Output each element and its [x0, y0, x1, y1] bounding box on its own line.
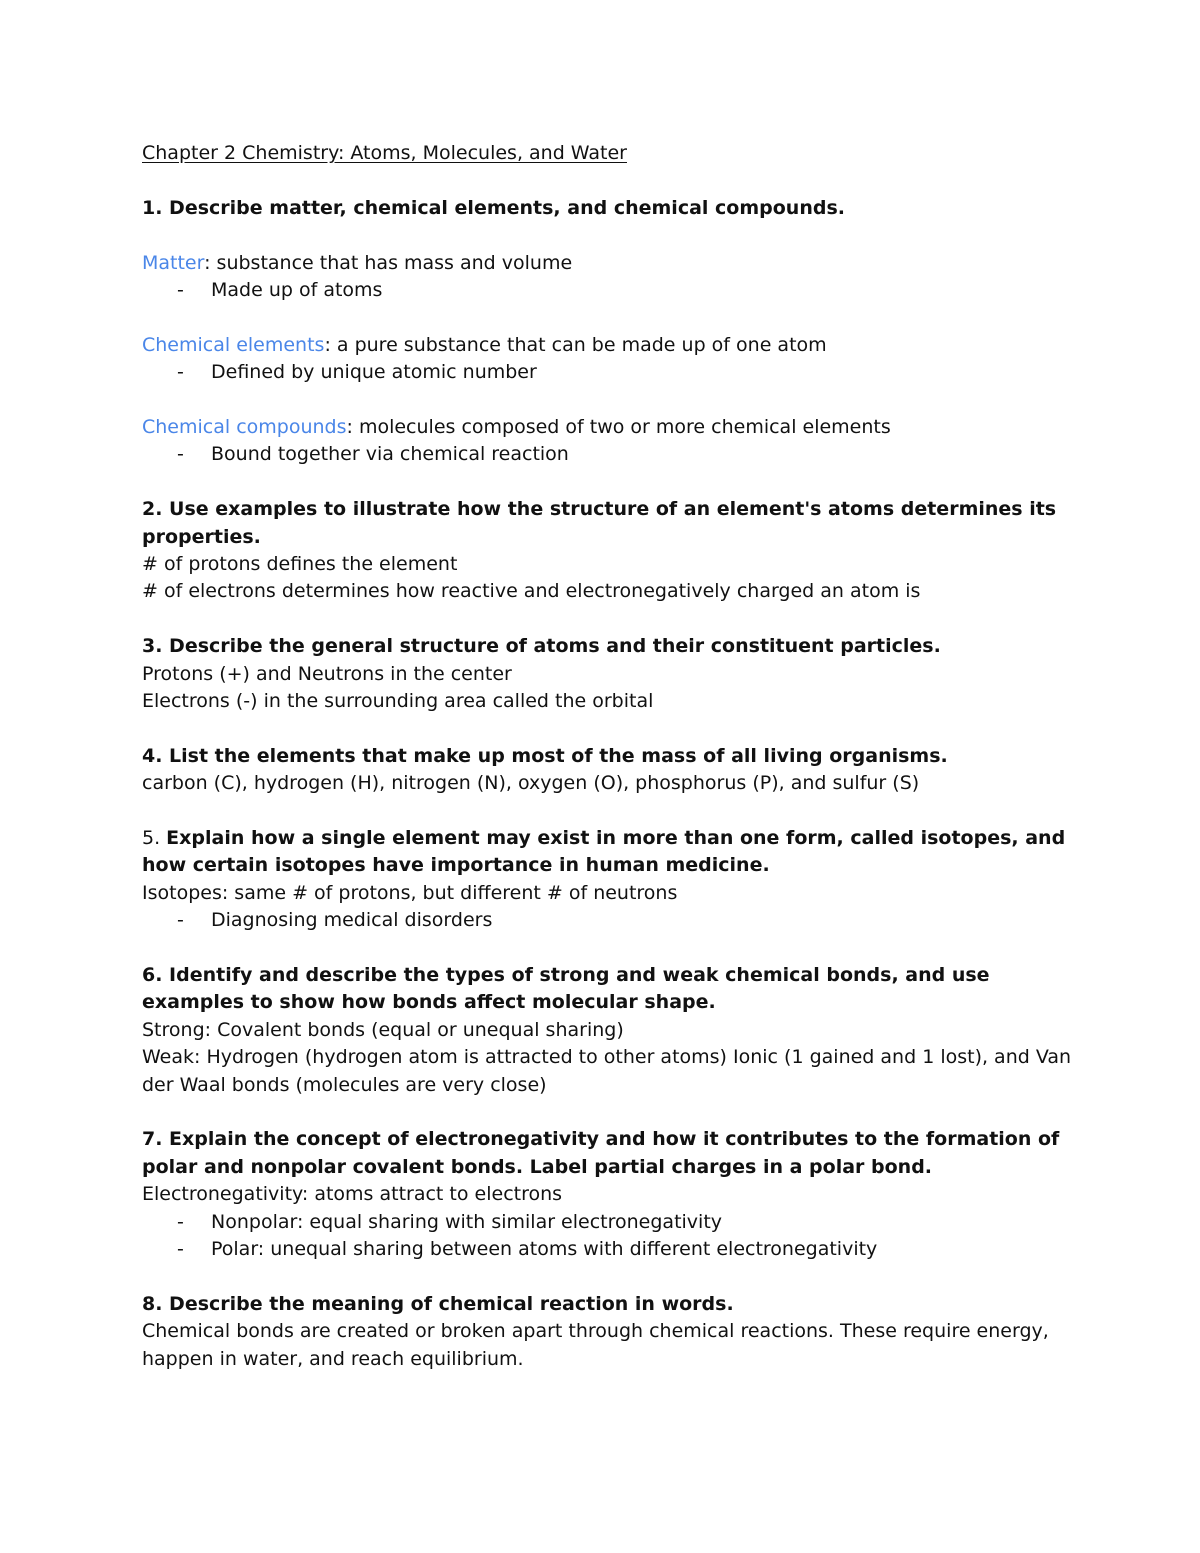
bullet-text: Diagnosing medical disorders	[211, 909, 493, 932]
section-3	[142, 633, 1072, 715]
answer-line: carbon (C), hydrogen (H), nitrogen (N), oxygen (O), phosphorus (P), and sulfur (S)	[142, 772, 920, 795]
electronegativity-bullets	[142, 1209, 1072, 1264]
section-6	[142, 962, 1072, 1099]
list-item	[142, 907, 1072, 934]
question-6: 6. Identify and describe the types of strong and weak chemical bonds, and use examples to show how bonds affect molecular shape.	[142, 964, 990, 1014]
question-1: 1. Describe matter, chemical elements, and chemical compounds.	[142, 196, 845, 219]
matter-term: Matter	[142, 251, 205, 274]
elements-def-text: : a pure substance that can be made up of one atom	[324, 333, 827, 356]
compounds-term: Chemical compounds	[142, 416, 347, 438]
section-2	[142, 496, 1072, 606]
spacer	[142, 222, 1072, 249]
question-2: 2. Use examples to illustrate how the structure of an element's atoms determines its properties.	[142, 498, 1057, 548]
question-text: Explain how a single element may exist in more than one form, called isotopes, and how certain isotopes have importance in human medicine.	[142, 827, 1066, 877]
section-5	[142, 825, 1072, 935]
spacer	[142, 1099, 1072, 1126]
spacer	[142, 469, 1072, 496]
dash-bullet: -	[177, 909, 184, 932]
isotope-bullets	[142, 907, 1072, 934]
spacer	[142, 935, 1072, 962]
answer-line: Protons (+) and Neutrons in the center	[142, 662, 512, 685]
spacer	[142, 387, 1072, 414]
answer-line: # of electrons determines how reactive and electronegatively charged an atom is	[142, 580, 921, 603]
answer-line: # of protons defines the element	[142, 553, 458, 576]
compounds-bullets	[142, 441, 1072, 468]
compounds-def-text: : molecules composed of two or more chemical elements	[346, 416, 891, 438]
answer-line: Electronegativity: atoms attract to electrons	[142, 1183, 563, 1206]
elements-definition	[142, 332, 1072, 359]
bullet-text: Defined by unique atomic number	[211, 361, 537, 384]
bullet-text: Nonpolar: equal sharing with similar electronegativity	[211, 1210, 723, 1233]
bullet-text: Bound together via chemical reaction	[211, 443, 569, 466]
list-item	[142, 1236, 1072, 1263]
dash-bullet: -	[177, 1238, 184, 1261]
spacer	[142, 606, 1072, 633]
answer-line: Chemical bonds are created or broken apart through chemical reactions. These require energy, happen in water, and reach equilibrium.	[142, 1320, 1049, 1370]
list-item	[142, 277, 1072, 304]
section-8	[142, 1291, 1072, 1373]
dash-bullet: -	[177, 361, 184, 384]
list-item	[142, 441, 1072, 468]
question-3: 3. Describe the general structure of atoms and their constituent particles.	[142, 635, 941, 658]
bullet-text: Polar: unequal sharing between atoms with different electronegativity	[211, 1238, 878, 1261]
compounds-definition	[142, 414, 1072, 441]
bullet-text: Made up of atoms	[211, 279, 383, 301]
question-number: 5.	[142, 827, 167, 850]
spacer	[142, 715, 1072, 742]
spacer	[142, 798, 1072, 825]
section-1	[142, 195, 1072, 469]
spacer	[142, 304, 1072, 331]
question-8: 8. Describe the meaning of chemical reaction in words.	[142, 1292, 734, 1315]
dash-bullet: -	[177, 443, 184, 466]
answer-line: Isotopes: same # of protons, but different # of neutrons	[142, 881, 678, 904]
answer-line: Electrons (-) in the surrounding area called the orbital	[142, 690, 654, 713]
matter-bullets	[142, 277, 1072, 304]
document-title: Chapter 2 Chemistry: Atoms, Molecules, and Water	[142, 142, 627, 164]
document-page	[142, 140, 1072, 1373]
question-5	[142, 825, 1072, 880]
elements-term: Chemical elements	[142, 333, 325, 356]
section-7	[142, 1126, 1072, 1263]
elements-bullets	[142, 359, 1072, 386]
matter-definition	[142, 250, 1072, 277]
question-7: 7. Explain the concept of electronegativity and how it contributes to the formation of polar and nonpolar covalent bonds. Label partial charges in a polar bond.	[142, 1128, 1060, 1178]
list-item	[142, 359, 1072, 386]
answer-line: Weak: Hydrogen (hydrogen atom is attracted to other atoms) Ionic (1 gained and 1 lost), and Van der Waal bonds (molecules are very close)	[142, 1046, 1072, 1096]
section-4	[142, 743, 1072, 798]
answer-line: Strong: Covalent bonds (equal or unequal sharing)	[142, 1018, 624, 1041]
list-item	[142, 1209, 1072, 1236]
dash-bullet: -	[177, 279, 184, 301]
question-4: 4. List the elements that make up most of the mass of all living organisms.	[142, 744, 948, 767]
matter-def-text: : substance that has mass and volume	[204, 251, 573, 274]
dash-bullet: -	[177, 1210, 184, 1233]
spacer	[142, 1264, 1072, 1291]
